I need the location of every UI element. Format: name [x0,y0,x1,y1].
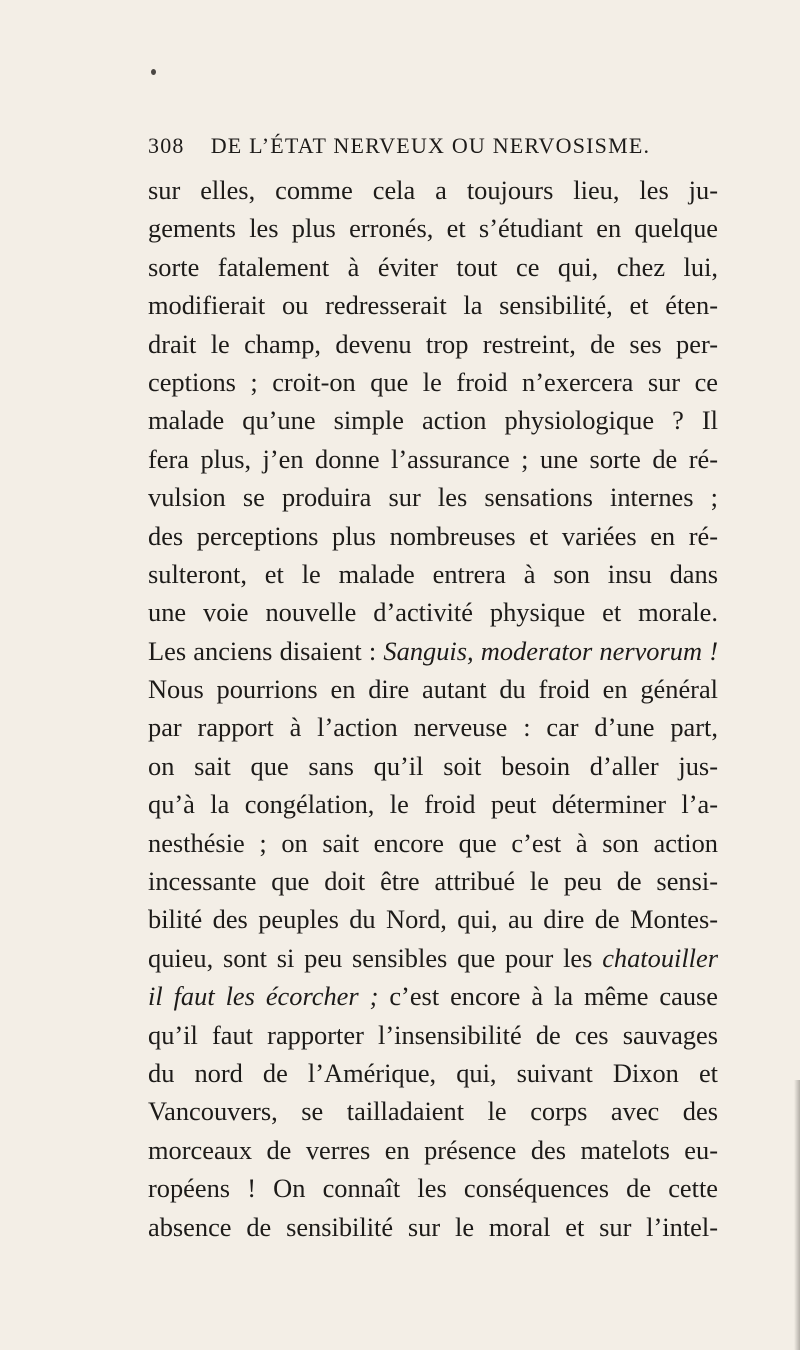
text-line [148,248,718,286]
body-text [148,171,718,1246]
text-line [148,325,718,363]
text-segment: des perceptions plus nombreuses et variées en ré- [148,520,718,551]
text-line [148,900,718,938]
text-segment: on sait que sans qu’il soit besoin d’aller jus- [148,750,718,781]
text-segment: fera plus, j’en donne l’assurance ; une sorte de ré- [148,443,718,474]
text-segment: bilité des peuples du Nord, qui, au dire de Montes- [148,904,718,935]
text-segment: gements les plus erronés, et s’étudiant en quelque [148,213,718,244]
text-line [148,708,718,746]
text-line [148,478,718,516]
text-line [148,862,718,900]
text-segment: qu’à la congélation, le froid peut déterminer l’a- [148,789,718,820]
ink-speck [151,69,156,75]
text-line [148,517,718,555]
text-line [148,1092,718,1130]
text-line [148,1016,718,1054]
text-line [148,824,718,862]
text-line [148,209,718,247]
italic-text: Sanguis, moderator nervorum ! [383,635,718,666]
text-segment: une voie nouvelle d’activité physique et morale. [148,597,718,628]
text-segment: modifierait ou redresserait la sensibilité, et éten- [148,290,718,321]
text-line [148,939,718,977]
text-segment: vulsion se produira sur les sensations internes ; [148,482,718,513]
text-segment: sur elles, comme cela a toujours lieu, les ju- [148,175,718,205]
text-segment: absence de sensibilité sur le moral et sur l’intel- [148,1211,718,1242]
text-segment: sulteront, et le malade entrera à son insu dans [148,558,718,589]
text-segment: Vancouvers, se tailladaient le corps avec des [148,1096,718,1127]
text-line [148,363,718,401]
text-line [148,1131,718,1169]
text-segment: c’est encore à la même cause [378,981,718,1012]
text-line [148,593,718,631]
running-title: DE L’ÉTAT NERVEUX OU NERVOSISME. [210,133,651,158]
text-line [148,632,718,670]
text-segment: malade qu’une simple action physiologique ? Il [148,405,718,436]
text-line [148,785,718,823]
text-line [148,286,718,324]
text-segment: qu’il faut rapporter l’insensibilité de ces sauvages [148,1019,718,1050]
text-segment: Les anciens disaient : [148,635,384,666]
text-segment: incessante que doit être attribué le peu de sensi- [148,866,718,897]
text-segment: drait le champ, devenu trop restreint, de ses per- [148,328,718,359]
italic-text: chatouiller [602,942,718,973]
page-edge-shadow [794,1080,800,1350]
text-segment: Nous pourrions en dire autant du froid en général [148,674,718,705]
text-segment: ceptions ; croit-on que le froid n’exercera sur ce [148,366,718,397]
text-segment: nesthésie ; on sait encore que c’est à son action [148,827,718,858]
running-head [148,133,668,159]
text-line [148,401,718,439]
text-line [148,1054,718,1092]
page-number: 308 [148,133,185,158]
text-line [148,670,718,708]
text-segment: sorte fatalement à éviter tout ce qui, chez lui, [148,251,718,282]
text-line [148,440,718,478]
text-segment: ropéens ! On connaît les conséquences de cette [148,1173,718,1204]
italic-text: il faut les écorcher ; [148,981,379,1012]
text-line [148,977,718,1015]
text-segment: quieu, sont si peu sensibles que pour les [148,942,603,973]
text-line [148,171,718,209]
text-segment: par rapport à l’action nerveuse : car d’une part, [148,712,718,743]
text-segment: morceaux de verres en présence des matelots eu- [148,1134,718,1165]
text-line [148,1208,718,1246]
text-line [148,555,718,593]
text-line [148,747,718,785]
text-segment: du nord de l’Amérique, qui, suivant Dixon et [148,1057,718,1088]
text-line [148,1169,718,1207]
